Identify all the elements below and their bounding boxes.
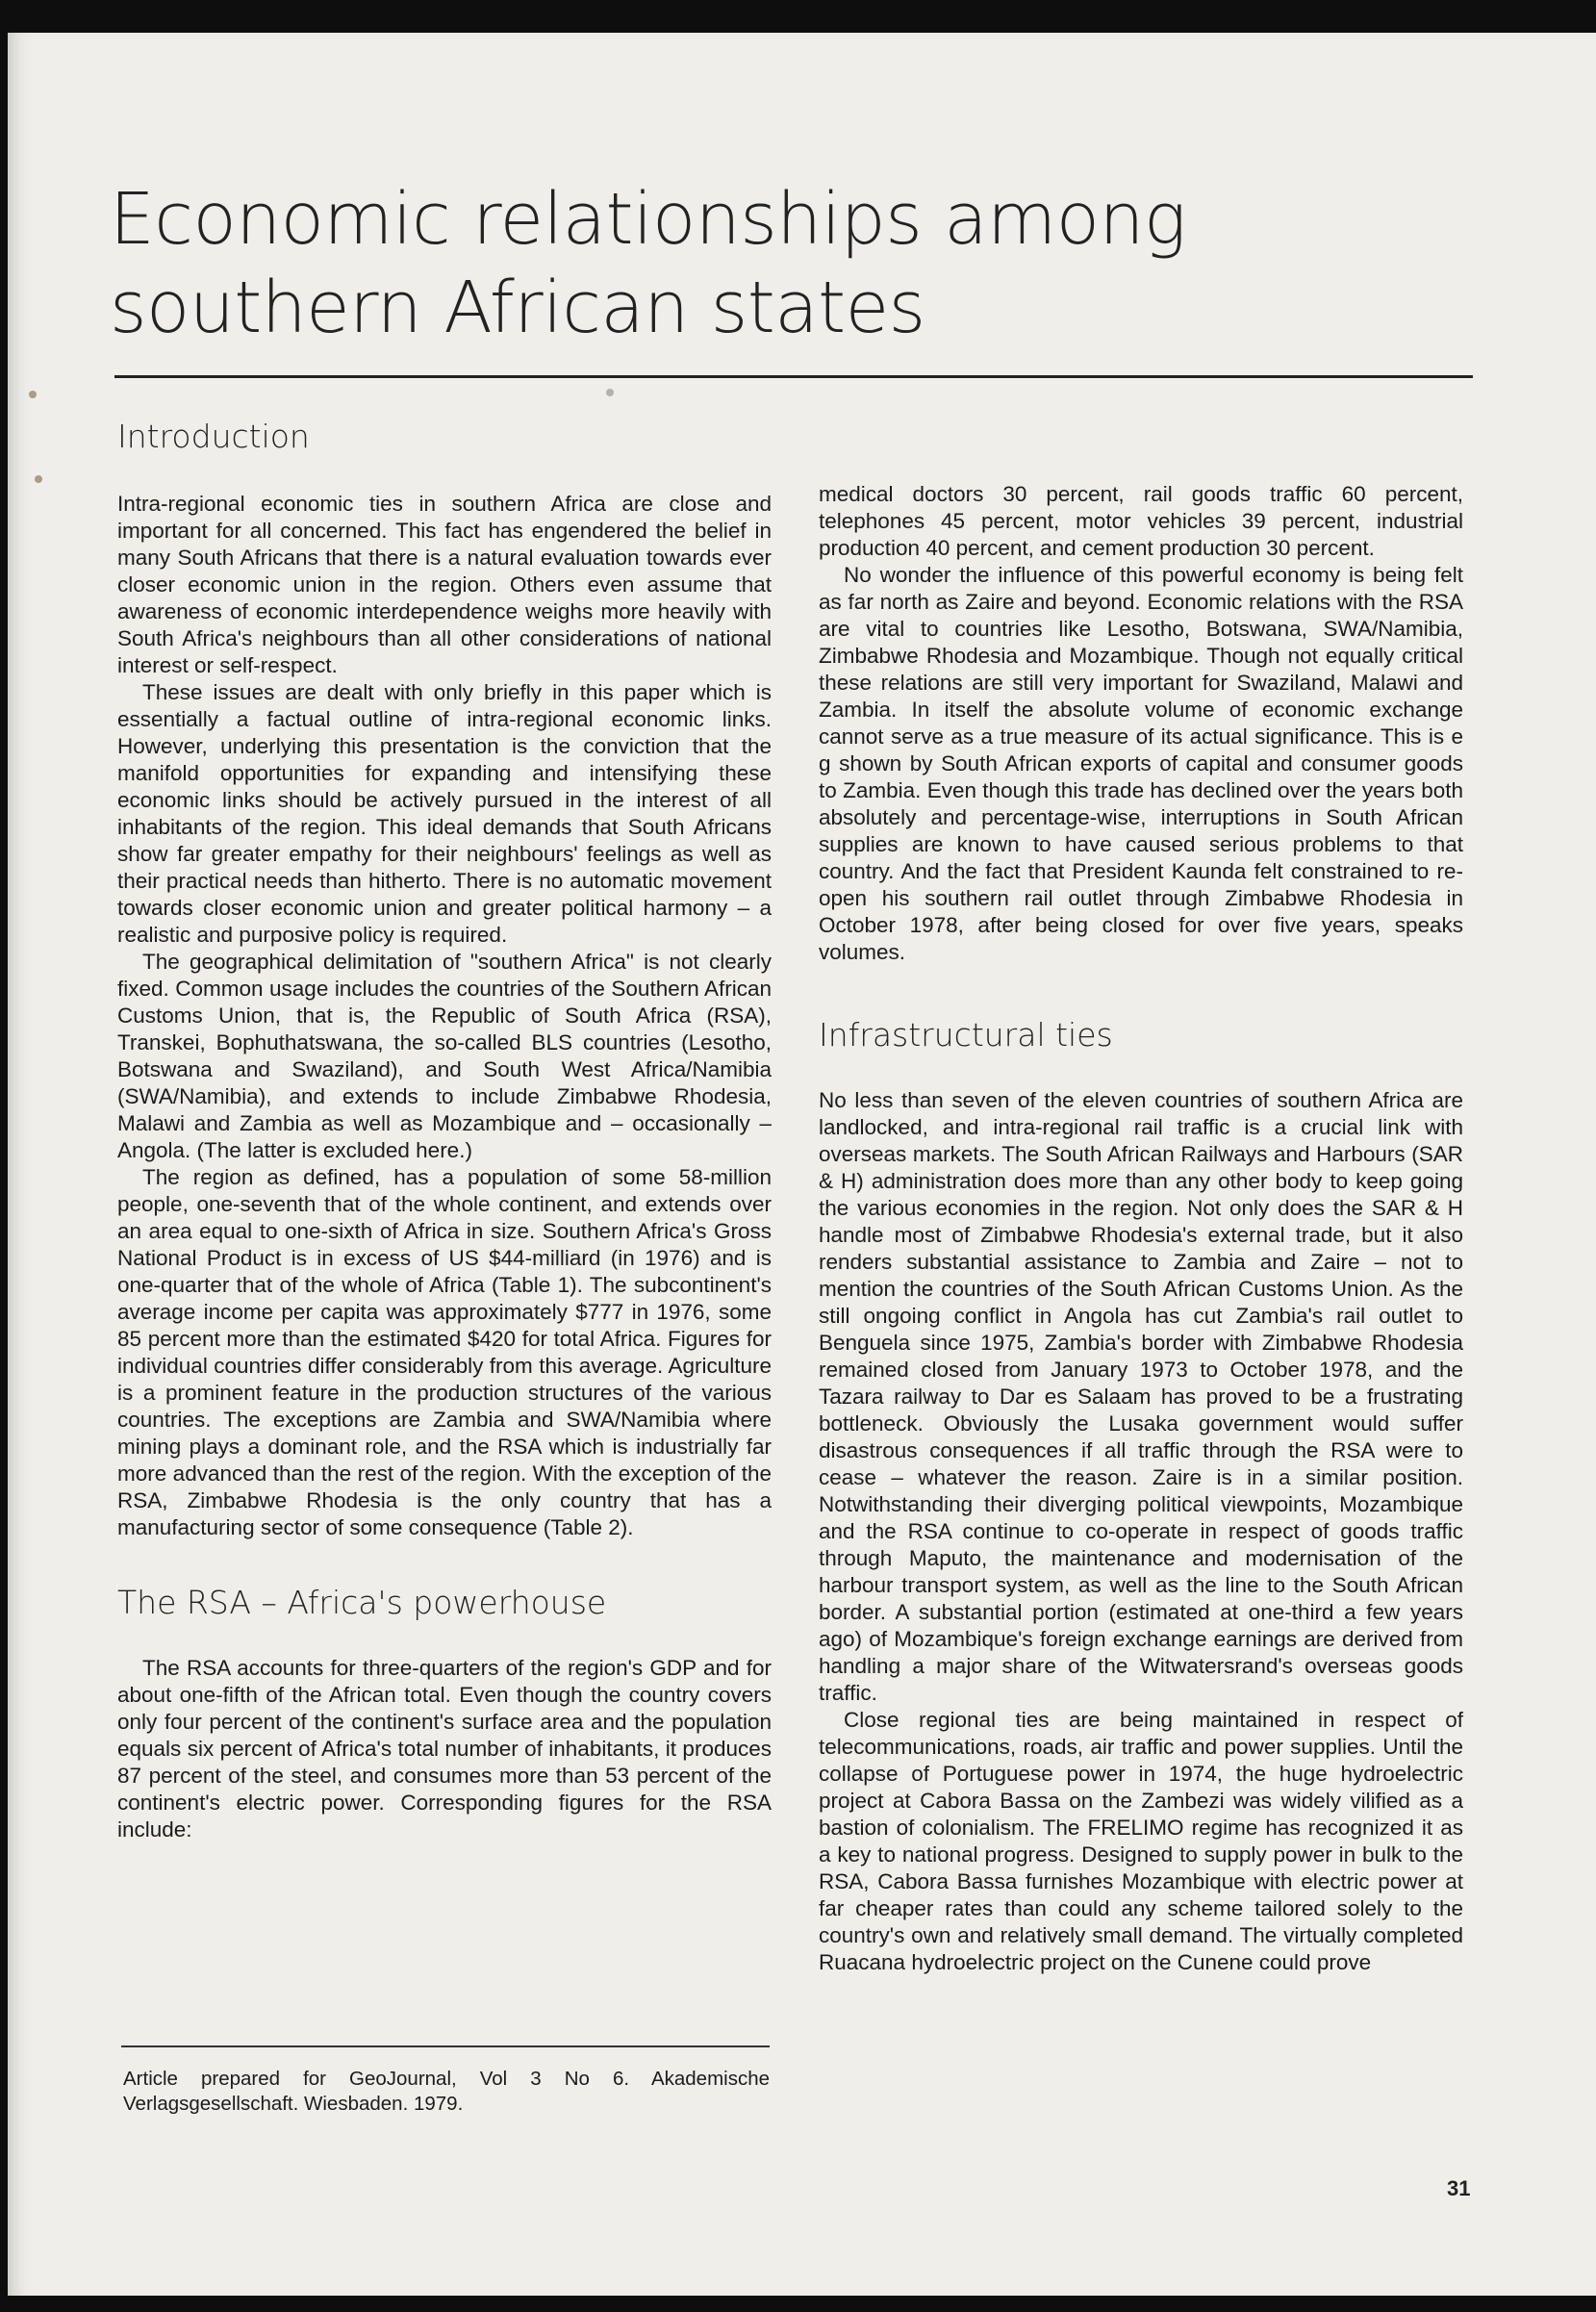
heading-introduction: Introduction xyxy=(117,418,310,455)
heading-infrastructure: Infrastructural ties xyxy=(819,1016,1113,1054)
intro-paragraph-3: The geographical delimitation of "southern Africa" is not clearly fixed. Common usage includes the countries of the Southern African Customs Union, that is, the Republic of South Africa (RSA), Transkei, Bophuthatswana, the so-called BLS countries (Lesotho, Botswana and Swaziland), and South West Africa/Namibia (SWA/Namibia), and extends to include Zimbabwe Rhodesia, Malawi and Zambia as well as Mozambique and – occasionally – Angola. (The latter is excluded here.) xyxy=(117,950,772,1162)
infrastructure-paragraph-2: Close regional ties are being maintained in respect of telecommunications, roads, air traffic and power supplies. Until the collapse of Portuguese power in 1974, the huge hydroelectric project at Cabora Bassa on the Zambezi was widely vilified as a bastion of colonialism. The FRELIMO regime has recognized it as a key to national progress. Designed to supply power in bulk to the RSA, Cabora Bassa furnishes Mozambique with electric power at far cheaper rates than could any scheme tailored solely to the country's own and relatively small demand. The virtually completed Ruacana hydroelectric project on the Cunene could prove xyxy=(819,1708,1463,1974)
left-column xyxy=(117,418,772,1843)
margin-mark xyxy=(606,389,614,396)
infrastructure-paragraph-1: No less than seven of the eleven countries of southern Africa are landlocked, and intra-regional rail traffic is a crucial link with overseas markets. The South African Railways and Harbours (SAR & H) administration does more than any other body to keep going the various economies in the region. Not only does the SAR & H handle most of Zimbabwe Rhodesia's external trade, but it also renders substantial assistance to Zambia and Zaire – not to mention the countries of the South African Customs Union. As the still ongoing conflict in Angola has cut Zambia's rail outlet to Benguela since 1975, Zambia's border with Zimbabwe Rhodesia remained closed from January 1973 to October 1978, and the Tazara railway to Dar es Salaam has proved to be a frustrating bottleneck. Obviously the Lusaka government would suffer disastrous consequences if all traffic through the RSA were to cease – whatever the reason. Zaire is in a similar position. Notwithstanding their diverging political viewpoints, Mozambique and the RSA continue to co-operate in respect of goods traffic through Maputo, the maintenance and modernisation of the harbour transport system, as well as the line to the South African border. A substantial portion (estimated at one-third a few years ago) of Mozambique's foreign exchange earnings are derived from handling a major share of the Witwatersrand's overseas goods traffic. xyxy=(819,1088,1463,1705)
title-divider xyxy=(114,375,1473,378)
page-number: 31 xyxy=(1447,2176,1471,2200)
document-page xyxy=(8,33,1596,2296)
margin-mark xyxy=(35,475,42,483)
intro-paragraph-4: The region as defined, has a population of some 58-million people, one-seventh that of the whole continent, and extends over an area equal to one-sixth of Africa in size. Southern Africa's Gross National Product is in excess of US $44-milliard (in 1976) and is one-quarter that of the whole of Africa (Table 1). The subcontinent's average income per capita was approximately $777 in 1976, some 85 percent more than the estimated $420 for total Africa. Figures for individual countries differ considerably from this average. Agriculture is a prominent feature in the production structures of the various countries. The exceptions are Zambia and SWA/Namibia where mining plays a dominant role, and the RSA which is industrially far more advanced than the rest of the region. With the exception of the RSA, Zimbabwe Rhodesia is the only country that has a manufacturing sector of some consequence (Table 2). xyxy=(117,1165,772,1539)
page-title: Economic relationships among southern African states xyxy=(110,178,1186,349)
intro-paragraph-2: These issues are dealt with only briefly in this paper which is essentially a factual outline of intra-regional economic links. However, underlying this presentation is the conviction that the manifold opportunities for expanding and intensifying these economic links should be actively pursued in the interest of all inhabitants of the region. This ideal demands that South Africans show far greater empathy for their neighbours' feelings as well as their practical needs than hitherto. There is no automatic movement towards closer economic union and greater political harmony – a realistic and purposive policy is required. xyxy=(117,680,772,947)
powerhouse-paragraph-2: medical doctors 30 percent, rail goods traffic 60 percent, telephones 45 percent, motor vehicles 39 percent, industrial production 40 percent, and cement production 30 percent. xyxy=(819,482,1463,560)
powerhouse-paragraph-3: No wonder the influence of this powerful economy is being felt as far north as Zaire and beyond. Economic relations with the RSA are vital to countries like Lesotho, Botswana, SWA/Namibia, Zimbabwe Rhodesia and Mozambique. Though not equally critical these relations are still very important for Swaziland, Malawi and Zambia. In itself the absolute volume of economic exchange cannot serve as a true measure of its actual significance. This is e g shown by South African exports of capital and consumer goods to Zambia. Even though this trade has declined over the years both absolutely and percentage-wise, interruptions in South African supplies are known to have caused serious problems to that country. And the fact that President Kaunda felt constrained to re-open his southern rail outlet through Zimbabwe Rhodesia in October 1978, after being closed for over five years, speaks volumes. xyxy=(819,563,1463,964)
footnote-divider xyxy=(121,2045,770,2047)
margin-mark xyxy=(29,391,37,398)
heading-powerhouse: The RSA – Africa's powerhouse xyxy=(117,1584,607,1621)
right-column xyxy=(819,481,1463,1976)
powerhouse-paragraph-1: The RSA accounts for three-quarters of the region's GDP and for about one-fifth of the African total. Even though the country covers only four percent of the continent's surface area and the population equals six percent of Africa's total number of inhabitants, it produces 87 percent of the steel, and consumes more than 53 percent of the continent's electric power. Corresponding figures for the RSA include: xyxy=(117,1656,772,1842)
footnote: Article prepared for GeoJournal, Vol 3 No 6. Akademische Verlagsgesellschaft. Wiesbaden. 1979. xyxy=(123,2068,770,2115)
intro-paragraph-1: Intra-regional economic ties in southern Africa are close and important for all concerned. This fact has engendered the belief in many South Africans that there is a natural evaluation towards ever closer economic union in the region. Others even assume that awareness of economic interdependence weighs more heavily with South Africa's neighbours than all other considerations of national interest or self-respect. xyxy=(117,492,772,677)
